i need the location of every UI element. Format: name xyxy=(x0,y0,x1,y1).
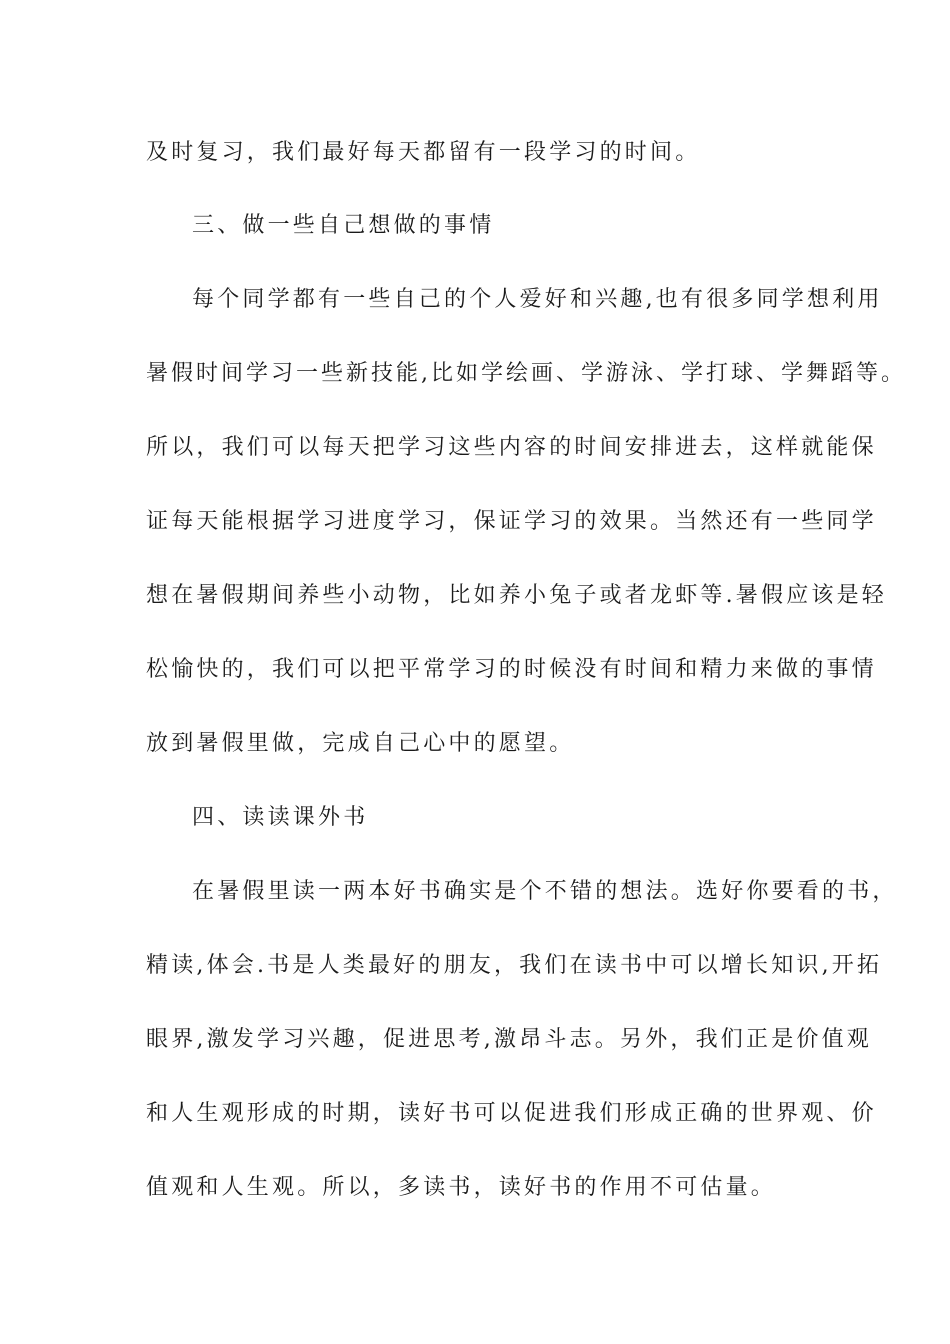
text-line: 精读,体会.书是人类最好的朋友，我们在读书中可以增长知识,开拓 xyxy=(146,953,883,978)
paragraph-first-line: 每个同学都有一些自己的个人爱好和兴趣,也有很多同学想利用 xyxy=(192,287,883,312)
text-line: 松愉快的，我们可以把平常学习的时候没有时间和精力来做的事情 xyxy=(146,657,877,682)
text-line: 暑假时间学习一些新技能,比如学绘画、学游泳、学打球、学舞蹈等。 xyxy=(146,361,906,386)
text-line: 及时复习，我们最好每天都留有一段学习的时间。 xyxy=(146,140,701,165)
text-line: 想在暑假期间养些小动物，比如养小兔子或者龙虾等.暑假应该是轻 xyxy=(146,583,887,608)
section-heading: 三、做一些自己想做的事情 xyxy=(192,213,495,238)
section-heading: 四、读读课外书 xyxy=(192,805,369,830)
text-line: 和人生观形成的时期，读好书可以促进我们形成正确的世界观、价 xyxy=(146,1101,877,1126)
text-line: 证每天能根据学习进度学习，保证学习的效果。当然还有一些同学 xyxy=(146,509,877,534)
text-line: 所以，我们可以每天把学习这些内容的时间安排进去，这样就能保 xyxy=(146,435,877,460)
text-line: 眼界,激发学习兴趣，促进思考,激昂斗志。另外，我们正是价值观 xyxy=(146,1027,872,1052)
paragraph-first-line: 在暑假里读一两本好书确实是个不错的想法。选好你要看的书， xyxy=(192,879,898,904)
text-line: 放到暑假里做，完成自己心中的愿望。 xyxy=(146,731,575,756)
text-line: 值观和人生观。所以，多读书，读好书的作用不可估量。 xyxy=(146,1175,777,1200)
